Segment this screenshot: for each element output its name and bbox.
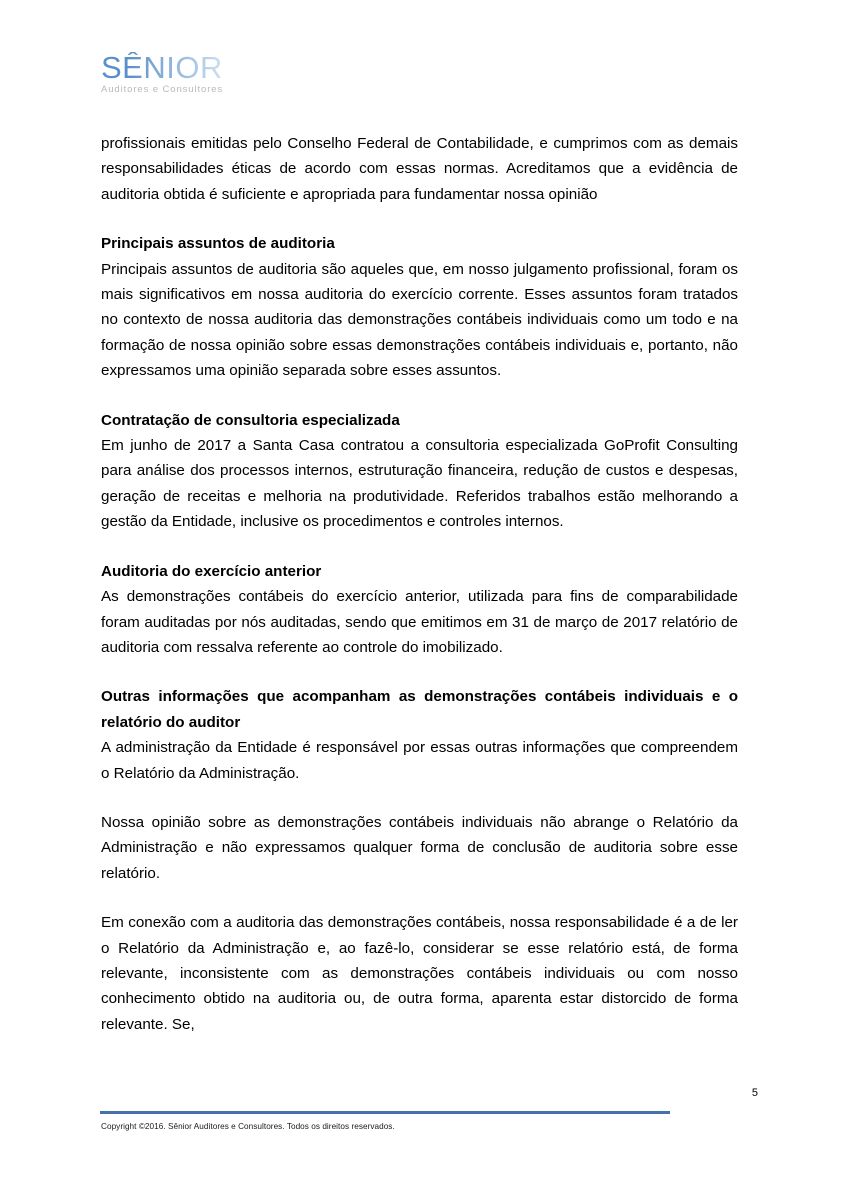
section-paragraph: As demonstrações contábeis do exercício anterior, utilizada para fins de comparabilidade foram auditadas por nós auditadas, sendo que emitimos em 31 de março de 2017 relatório de auditoria com ressalva referente ao controle do imobilizado. (101, 588, 738, 656)
section-outras-informacoes (101, 684, 738, 1037)
company-logo-tagline: Auditores e Consultores (101, 84, 224, 95)
letterhead (101, 52, 401, 95)
section-heading: Principais assuntos de auditoria (101, 235, 335, 253)
section-paragraph: Em conexão com a auditoria das demonstrações contábeis, nossa responsabilidade é a de ler o Relatório da Administração e, ao fazê-lo, considerar se esse relatório está, de forma relevante, inconsistente com as demonstrações contábeis individuais ou com nosso conhecimento obtido na auditoria ou, de outra forma, aparenta estar distorcido de forma relevante. Se, (101, 914, 738, 1033)
section-paragraph: Em junho de 2017 a Santa Casa contratou a consultoria especializada GoProfit Consulting para análise dos processos internos, estruturação financeira, redução de custos e despesas, geração de receitas e melhoria na produtividade. Referidos trabalhos estão melhorando a gestão da Entidade, inclusive os procedimentos e controles internos. (101, 437, 738, 531)
document-body (101, 131, 738, 1037)
page-number: 5 (751, 1087, 758, 1099)
section-heading: Outras informações que acompanham as demonstrações contábeis individuais e o relatório do auditor (101, 688, 738, 731)
section-heading: Auditoria do exercício anterior (101, 562, 322, 580)
footer-divider (100, 1111, 670, 1114)
section-paragraph: Nossa opinião sobre as demonstrações contábeis individuais não abrange o Relatório da Administração e não expressamos qualquer forma de conclusão de auditoria sobre esse relatório. (101, 813, 738, 882)
intro-paragraph: profissionais emitidas pelo Conselho Federal de Contabilidade, e cumprimos com as demais responsabilidades éticas de acordo com essas normas. Acreditamos que a evidência de auditoria obtida é suficiente e apropriada para fundamentar nossa opinião (101, 135, 738, 203)
footer-copyright: Copyright ©2016. Sênior Auditores e Consultores. Todos os direitos reservados. (101, 1122, 395, 1131)
section-contratacao-consultoria (101, 408, 738, 535)
section-auditoria-exercicio-anterior (101, 559, 738, 661)
section-principais-assuntos (101, 231, 738, 383)
section-paragraph: A administração da Entidade é responsável por essas outras informações que compreendem o Relatório da Administração. (101, 739, 738, 782)
section-heading: Contratação de consultoria especializada (101, 411, 400, 429)
company-logo-wordmark: SÊNIOR (101, 50, 223, 85)
section-paragraph: Principais assuntos de auditoria são aqueles que, em nosso julgamento profissional, foram os mais significativos em nossa auditoria do exercício corrente. Esses assuntos foram tratados no contexto de nossa auditoria das demonstrações contábeis individuais como um todo e na formação de nossa opinião sobre essas demonstrações contábeis individuais e, portanto, não expressamos uma opinião separada sobre esses assuntos. (101, 260, 738, 380)
